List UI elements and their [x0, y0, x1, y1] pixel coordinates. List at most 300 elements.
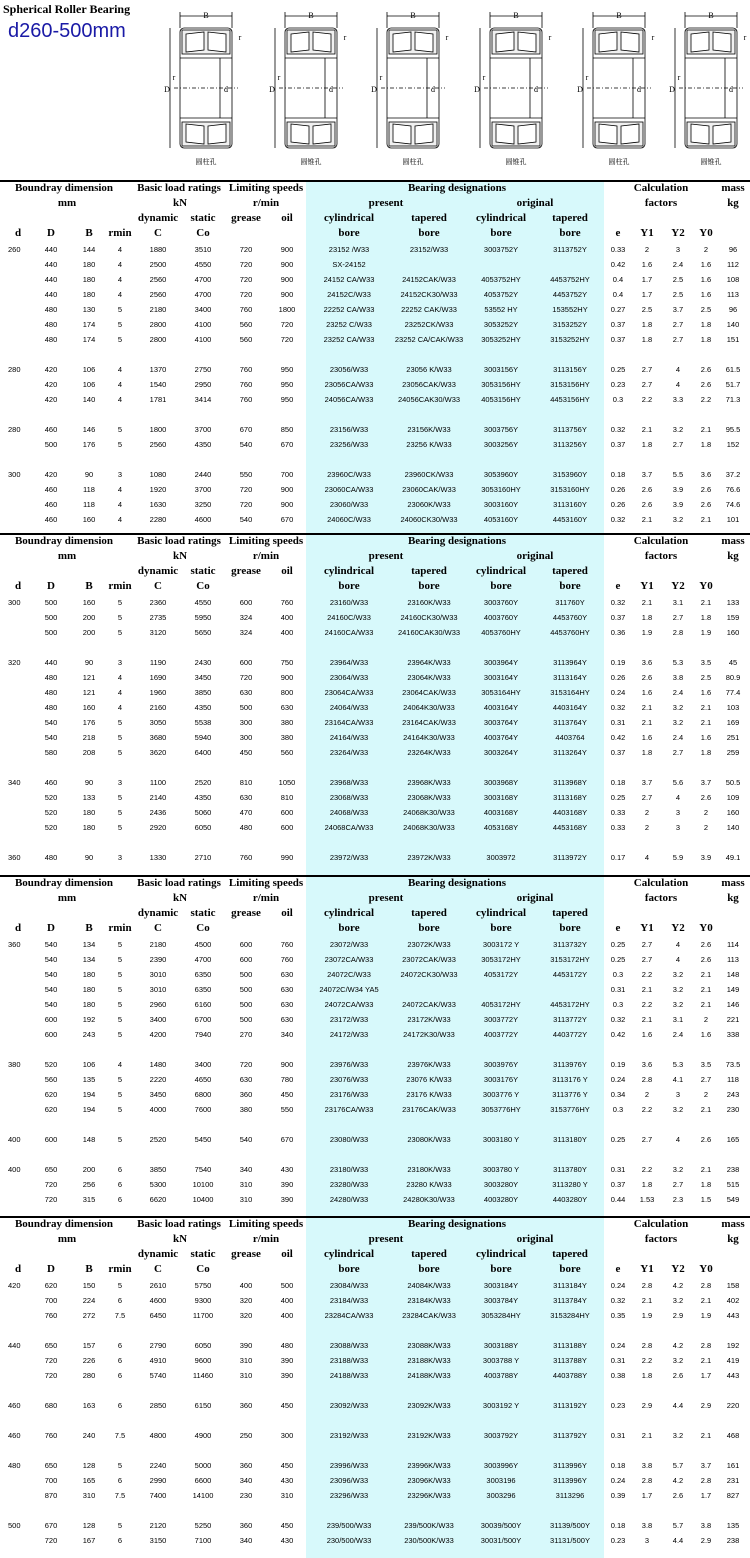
table-cell: 900 [280, 260, 294, 269]
table-cell: 23064K/W33 [407, 673, 451, 682]
table-cell: 700 [44, 1476, 58, 1485]
table-cell: 24160C/W33 [327, 613, 371, 622]
table-cell: 4 [117, 245, 123, 254]
table-cell: 3.2 [672, 985, 684, 994]
table-cell: 4.2 [672, 1281, 684, 1290]
table-cell: 140 [726, 823, 740, 832]
table-cell: 2800 [149, 320, 167, 329]
table-cell: 6620 [149, 1195, 167, 1204]
table-cell: 720 [280, 335, 294, 344]
header-present: present [368, 197, 404, 209]
table-cell: 5 [117, 335, 123, 344]
table-cell: 600 [239, 940, 253, 949]
header-cylindrical: cylindrical [475, 212, 527, 224]
table-cell: 950 [280, 365, 294, 374]
table-cell: 2.7 [641, 940, 653, 949]
table-cell: 4700 [194, 275, 212, 284]
table-cell: 720 [44, 1356, 58, 1365]
table-cell: 113 [727, 955, 739, 964]
table-cell: 6 [117, 1195, 123, 1204]
table-cell: 540 [44, 733, 58, 742]
table-cell: 2.1 [700, 515, 712, 524]
table-cell: 194 [82, 1090, 96, 1099]
table-cell: 480 [239, 823, 253, 832]
table-cell: 76.6 [725, 485, 741, 494]
table-cell: 6700 [194, 1015, 212, 1024]
table-cell: 2.1 [700, 1356, 712, 1365]
size-range-subtitle: d260-500mm [8, 20, 126, 42]
dim-label-r: r [743, 33, 747, 42]
table-cell: 23160/W33 [329, 598, 369, 607]
table-cell: 3053252Y [483, 320, 519, 329]
table-cell: 0.42 [610, 260, 626, 269]
table-cell: 450 [280, 1401, 294, 1410]
header-static: static [190, 212, 216, 224]
table-cell: 420 [8, 1281, 21, 1290]
table-cell: 1.8 [641, 1371, 653, 1380]
table-cell: 4053160Y [483, 515, 519, 524]
table-cell: 4.2 [672, 1476, 684, 1485]
table-row [0, 498, 750, 513]
table-row [0, 318, 750, 333]
header-col-Y1: Y1 [640, 922, 654, 934]
table-cell: 4.1 [672, 1075, 684, 1084]
table-cell: 24172K30/W33 [403, 1030, 455, 1039]
table-cell: 1800 [278, 305, 296, 314]
table-cell: 540 [44, 940, 58, 949]
table-cell: 6600 [194, 1476, 212, 1485]
table-cell: 128 [82, 1521, 96, 1530]
table-cell: 3003964Y [483, 658, 519, 667]
table-cell: 2.5 [672, 275, 684, 284]
table-cell: 240 [82, 1431, 96, 1440]
header-boundary-dimension: Boundray dimension [14, 1218, 114, 1230]
table-cell: 2.8 [672, 628, 684, 637]
table-cell: 720 [44, 1371, 58, 1380]
table-cell: 3153284HY [550, 1311, 590, 1320]
table-cell: 31131/500Y [550, 1536, 590, 1545]
table-cell: 460 [44, 515, 58, 524]
dim-label-r: r [482, 73, 486, 82]
table-cell: 4350 [194, 440, 212, 449]
spacer-row [0, 1444, 750, 1459]
table-cell: 77.4 [725, 688, 741, 697]
table-cell: 630 [239, 793, 253, 802]
table-cell: 51.7 [725, 380, 741, 389]
table-cell: 3003788 Y [482, 1356, 520, 1365]
table-cell: 400 [280, 1311, 294, 1320]
table-cell: 3.7 [641, 470, 653, 479]
table-cell: 161 [726, 1461, 740, 1470]
table-cell: 5 [117, 793, 123, 802]
table-cell: 5 [117, 1105, 123, 1114]
table-cell: 2240 [149, 1461, 167, 1470]
table-cell: 340 [280, 1030, 294, 1039]
table-cell: 1.6 [641, 688, 653, 697]
table-cell: 24160CA/W33 [324, 628, 374, 637]
table-cell: 3.5 [700, 1060, 712, 1069]
table-cell: 24068CA/W33 [324, 823, 374, 832]
table-cell: 3003976Y [483, 1060, 519, 1069]
header-bearing-designations: Bearing designations [407, 1218, 507, 1230]
table-cell: 5750 [194, 1281, 212, 1290]
table-cell: 300 [8, 470, 21, 479]
table-cell: 4 [117, 365, 123, 374]
header-rmin-unit: r/min [252, 550, 280, 562]
bore-type-caption: 圆锥孔 [505, 158, 527, 166]
spacer-row [0, 1324, 750, 1339]
table-cell: 1370 [149, 365, 167, 374]
dim-label-B: B [513, 11, 519, 20]
table-cell: 4403164Y [552, 703, 588, 712]
table-cell: 3113184Y [553, 1281, 587, 1290]
table-cell: 300 [280, 1431, 294, 1440]
header-col-rmin: rmin [108, 922, 132, 934]
header-grease: grease [231, 1248, 261, 1260]
table-cell: 23180K/W33 [407, 1165, 451, 1174]
table-cell: 109 [726, 793, 740, 802]
table-cell: 3400 [194, 305, 212, 314]
table-cell: 0.31 [610, 1356, 626, 1365]
table-cell: 3 [675, 808, 681, 817]
header-bore: bore [490, 227, 512, 239]
header-original: original [516, 1233, 554, 1245]
table-cell: 460 [8, 1431, 21, 1440]
table-cell: 360 [8, 940, 21, 949]
table-cell: 4003280Y [483, 1195, 519, 1204]
table-cell: 3113780Y [553, 1165, 587, 1174]
table-cell: 2.1 [700, 703, 712, 712]
table-cell: 3113784Y [553, 1296, 587, 1305]
table-cell: 169 [726, 718, 740, 727]
table-cell: 2610 [149, 1281, 167, 1290]
table-cell: 3150 [149, 1536, 167, 1545]
table-cell: 7.5 [114, 1311, 126, 1320]
table-cell: 2.2 [641, 395, 653, 404]
bore-type-caption: 圆锥孔 [300, 158, 322, 166]
table-cell: 3113264Y [553, 748, 587, 757]
table-cell: 24060CK30/W33 [400, 515, 458, 524]
table-cell: 5 [117, 823, 123, 832]
table-cell: 3 [117, 470, 123, 479]
table-cell: 0.18 [610, 1461, 626, 1470]
table-cell: 4 [117, 290, 123, 299]
table-row [0, 1279, 750, 1294]
header-col-Y1: Y1 [640, 227, 654, 239]
table-row [0, 303, 750, 318]
header-cylindrical: cylindrical [475, 1248, 527, 1260]
table-row [0, 686, 750, 701]
header-mass: mass [721, 535, 745, 547]
table-cell: 23092K/W33 [407, 1401, 451, 1410]
table-cell: 0.24 [610, 1341, 626, 1350]
table-cell: 103 [726, 703, 740, 712]
header-col-e: e [615, 227, 621, 239]
table-cell: 540 [239, 515, 253, 524]
table-cell: 3003760Y [483, 598, 519, 607]
table-cell: 3.1 [672, 1015, 684, 1024]
table-cell: 23284CAK/W33 [402, 1311, 456, 1320]
dim-label-B: B [616, 11, 622, 20]
table-cell: 1.5 [700, 1195, 712, 1204]
table-cell: 24188K/W33 [407, 1371, 451, 1380]
table-cell: 2.7 [672, 1180, 684, 1189]
table-cell: 630 [280, 1015, 294, 1024]
header-col-B: B [85, 227, 93, 239]
dim-label-D: D [269, 85, 275, 94]
table-cell: 10100 [192, 1180, 214, 1189]
table-cell: 1.7 [700, 1371, 712, 1380]
table-cell: 400 [280, 628, 294, 637]
table-cell: 420 [44, 365, 58, 374]
table-cell: 5 [117, 1281, 123, 1290]
dim-label-r: r [343, 33, 347, 42]
table-cell: 1.9 [641, 628, 653, 637]
table-row [0, 1013, 750, 1028]
table-row [0, 333, 750, 348]
header-mass: mass [721, 877, 745, 889]
table-cell: 4700 [194, 955, 212, 964]
table-cell: 148 [726, 970, 740, 979]
table-cell: 146 [726, 1000, 740, 1009]
table-cell: 630 [239, 688, 253, 697]
table-cell: 4003772Y [483, 1030, 519, 1039]
table-cell: 7940 [194, 1030, 212, 1039]
table-cell: 4403772Y [552, 1030, 588, 1039]
header-oil: oil [281, 212, 293, 224]
table-cell: 2.1 [700, 985, 712, 994]
header-bore: bore [559, 227, 581, 239]
table-cell: 760 [239, 380, 253, 389]
table-cell: 3 [644, 1536, 650, 1545]
table-cell: 3003996Y [483, 1461, 519, 1470]
table-cell: 540 [44, 1000, 58, 1009]
table-cell: 3003184Y [483, 1281, 519, 1290]
table-cell: 4003764Y [483, 733, 519, 742]
table-cell: 760 [280, 940, 294, 949]
table-cell: 224 [82, 1296, 96, 1305]
header-col-D: D [47, 227, 55, 239]
table-cell: 2.2 [641, 1105, 653, 1114]
header-oil: oil [281, 1248, 293, 1260]
table-cell: 0.18 [610, 1521, 626, 1530]
table-cell: 3053160HY [481, 485, 521, 494]
table-cell: 720 [239, 245, 253, 254]
table-cell: 4910 [149, 1356, 167, 1365]
table-cell: 0.33 [610, 808, 626, 817]
table-cell: 360 [239, 1401, 253, 1410]
table-cell: 450 [280, 1461, 294, 1470]
table-cell: 440 [8, 1341, 21, 1350]
table-cell: 480 [44, 305, 58, 314]
table-cell: 3.8 [641, 1461, 653, 1470]
table-cell: 5740 [149, 1371, 167, 1380]
table-cell: 324 [239, 613, 253, 622]
table-cell: 400 [239, 1281, 253, 1290]
table-cell: 3113764Y [553, 718, 587, 727]
table-cell: 520 [44, 823, 58, 832]
table-cell: 23060K/W33 [407, 500, 451, 509]
table-cell: 23976/W33 [329, 1060, 369, 1069]
table-cell: 4500 [194, 940, 212, 949]
table-cell: 5950 [194, 613, 212, 622]
table-cell: 2.1 [641, 1431, 653, 1440]
table-row [0, 1309, 750, 1324]
table-cell: 500 [44, 598, 58, 607]
table-cell: 1330 [149, 853, 167, 862]
header-grease: grease [231, 565, 261, 577]
table-cell: 3120 [149, 628, 167, 637]
header-tapered: tapered [552, 212, 588, 224]
table-cell: 4 [117, 500, 123, 509]
table-cell: 118 [83, 500, 95, 509]
table-cell: 23996/W33 [329, 1461, 369, 1470]
table-cell: 630 [280, 1000, 294, 1009]
table-cell: 2180 [149, 940, 167, 949]
table-cell: 23284CA/W33 [324, 1311, 374, 1320]
table-cell: 850 [280, 425, 294, 434]
table-cell: 4100 [194, 320, 212, 329]
header-col-Co: Co [196, 922, 210, 934]
table-cell: 2360 [149, 598, 167, 607]
table-cell: 760 [280, 598, 294, 607]
header-oil: oil [281, 565, 293, 577]
table-cell: 165 [726, 1135, 740, 1144]
table-cell: 5.7 [672, 1461, 684, 1470]
header-cylindrical: cylindrical [475, 565, 527, 577]
table-cell: 23164CA/W33 [324, 718, 374, 727]
table-cell: 5 [117, 598, 123, 607]
table-cell: 30039/500Y [480, 1521, 522, 1530]
table-cell: 430 [280, 1476, 294, 1485]
table-cell: 95.5 [725, 425, 741, 434]
table-cell: 2.1 [700, 718, 712, 727]
table-cell: 720 [239, 1060, 253, 1069]
table-cell: 2.7 [641, 955, 653, 964]
table-cell: 2120 [149, 1521, 167, 1530]
dim-label-d: d [224, 85, 228, 94]
header-col-Y2: Y2 [671, 922, 685, 934]
table-cell: 243 [82, 1030, 96, 1039]
table-cell: 0.33 [610, 245, 626, 254]
bore-type-caption: 圆柱孔 [195, 158, 217, 166]
table-cell: 23252CK/W33 [404, 320, 454, 329]
table-cell: 23960CK/W33 [404, 470, 454, 479]
table-cell: 3.3 [672, 395, 684, 404]
table-cell: 1.8 [641, 613, 653, 622]
header-kn: kN [172, 892, 188, 904]
table-cell: 5 [117, 718, 123, 727]
table-cell: 23088/W33 [329, 1341, 369, 1350]
table-cell: 6350 [194, 970, 212, 979]
table-cell: 0.4 [612, 275, 624, 284]
header-kn: kN [172, 197, 188, 209]
table-cell: 4350 [194, 793, 212, 802]
table-cell: 4 [675, 365, 681, 374]
table-cell: 3003168Y [483, 793, 519, 802]
table-cell: 3414 [194, 395, 212, 404]
table-cell: 760 [239, 395, 253, 404]
table-cell: 23972/W33 [329, 853, 369, 862]
table-cell: 158 [726, 1281, 740, 1290]
table-cell: 23256 K/W33 [406, 440, 452, 449]
table-cell: 0.19 [610, 658, 626, 667]
table-cell: 5 [117, 305, 123, 314]
table-cell: 4403788Y [552, 1371, 588, 1380]
table-cell: 0.19 [610, 1060, 626, 1069]
table-cell: 1690 [149, 673, 167, 682]
table-cell: 2.4 [672, 1030, 684, 1039]
table-cell: 600 [239, 955, 253, 964]
spacer-row [0, 761, 750, 776]
table-cell: 310 [239, 1356, 253, 1365]
table-cell: 6 [117, 1371, 123, 1380]
table-cell: 3 [117, 778, 123, 787]
table-cell: 112 [727, 260, 739, 269]
table-cell: 5 [117, 628, 123, 637]
table-cell: 226 [82, 1356, 96, 1365]
table-cell: 2.9 [700, 1536, 712, 1545]
header-grease: grease [231, 907, 261, 919]
table-cell: 3003192 Y [482, 1401, 520, 1410]
header-bearing-designations: Bearing designations [407, 182, 507, 194]
table-cell: 3053960Y [483, 470, 519, 479]
header-col-C: C [154, 227, 162, 239]
table-row [0, 243, 750, 258]
table-cell: 14100 [192, 1491, 214, 1500]
table-cell: 3003264Y [483, 748, 519, 757]
table-cell: 23064/W33 [329, 673, 369, 682]
table-row [0, 1474, 750, 1489]
table-cell: 3153172HY [550, 955, 590, 964]
table-cell: 2560 [149, 275, 167, 284]
table-cell: 1.8 [700, 335, 712, 344]
table-cell: 400 [8, 1165, 21, 1174]
dim-label-D: D [474, 85, 480, 94]
table-row [0, 1459, 750, 1474]
table-cell: 61.5 [725, 365, 741, 374]
table-cell: 3.7 [700, 778, 712, 787]
table-cell: 159 [726, 613, 740, 622]
table-cell: 1.9 [700, 1311, 712, 1320]
table-cell: 49.1 [725, 853, 741, 862]
table-cell: 380 [280, 718, 294, 727]
table-cell: 5250 [194, 1521, 212, 1530]
table-cell: 250 [239, 1431, 253, 1440]
table-cell: 6 [117, 1476, 123, 1485]
table-cell: 2.8 [700, 1476, 712, 1485]
table-cell: 3003180 Y [482, 1135, 520, 1144]
table-cell: 4053172Y [483, 970, 519, 979]
table-cell: 550 [239, 470, 253, 479]
table-cell: 0.44 [610, 1195, 626, 1204]
header-col-d: d [14, 922, 22, 934]
table-cell: 2.6 [700, 365, 712, 374]
table-row [0, 273, 750, 288]
header-bearing-designations: Bearing designations [407, 877, 507, 889]
table-cell: 194 [82, 1105, 96, 1114]
table-cell: 259 [726, 748, 740, 757]
header-bore: bore [490, 1263, 512, 1275]
table-cell: 380 [280, 733, 294, 742]
table-cell: 23084/W33 [329, 1281, 369, 1290]
table-cell: 310 [239, 1180, 253, 1189]
table-cell: 2560 [149, 440, 167, 449]
table-cell: 2180 [149, 305, 167, 314]
table-cell: 5060 [194, 808, 212, 817]
table-cell: 134 [82, 955, 96, 964]
table-cell: 23076 K/W33 [406, 1075, 452, 1084]
